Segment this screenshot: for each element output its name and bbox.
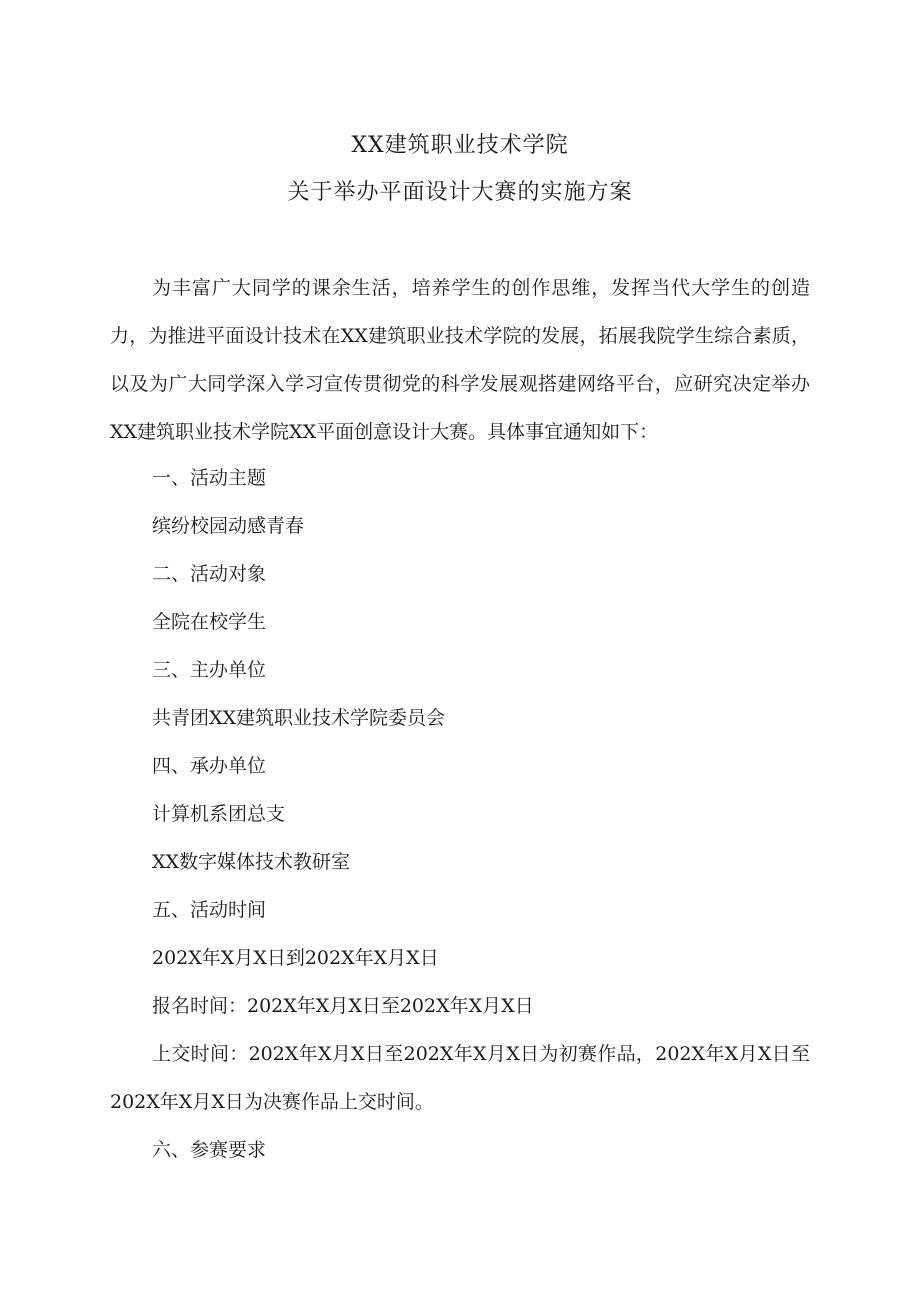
section5-text-1: 202X年X月X日到202X年X月X日	[152, 947, 439, 969]
section6-heading: 六、参赛要求	[152, 1139, 267, 1161]
section4-text-1: 计算机系团总支	[152, 803, 286, 825]
section4-heading: 四、承办单位	[152, 755, 267, 777]
section4-text-2: XX数字媒体技术教研室	[152, 851, 351, 873]
section2-text: 全院在校学生	[152, 611, 267, 633]
section1-heading: 一、活动主题	[152, 467, 267, 489]
section5-text-3: 上交时间：202X年X月X日至202X年X月X日为初赛作品，202X年X月X日至202X年X月X日为决赛作品上交时间。	[110, 1043, 810, 1113]
section1-text: 缤纷校园动感青春	[152, 515, 305, 537]
section3-heading: 三、主办单位	[152, 659, 267, 681]
section5-text-2: 报名时间：202X年X月X日至202X年X月X日	[152, 995, 534, 1017]
document-title-line1: XX建筑职业技术学院	[351, 133, 569, 158]
document-title-line2: 关于举办平面设计大赛的实施方案	[287, 180, 633, 205]
section2-heading: 二、活动对象	[152, 563, 267, 585]
section3-text: 共青团XX建筑职业技术学院委员会	[152, 707, 446, 729]
intro-paragraph: 为丰富广大同学的课余生活，培养学生的创作思维，发挥当代大学生的创造力，为推进平面设计技术在XX建筑职业技术学院的发展，拓展我院学生综合素质，以及为广大同学深入学习宣传贯彻党的科学发展观搭建网络平台，应研究决定举办XX建筑职业技术学院XX平面创意设计大赛。具体事宜通知如下：	[110, 277, 810, 443]
section5-heading: 五、活动时间	[152, 899, 267, 921]
